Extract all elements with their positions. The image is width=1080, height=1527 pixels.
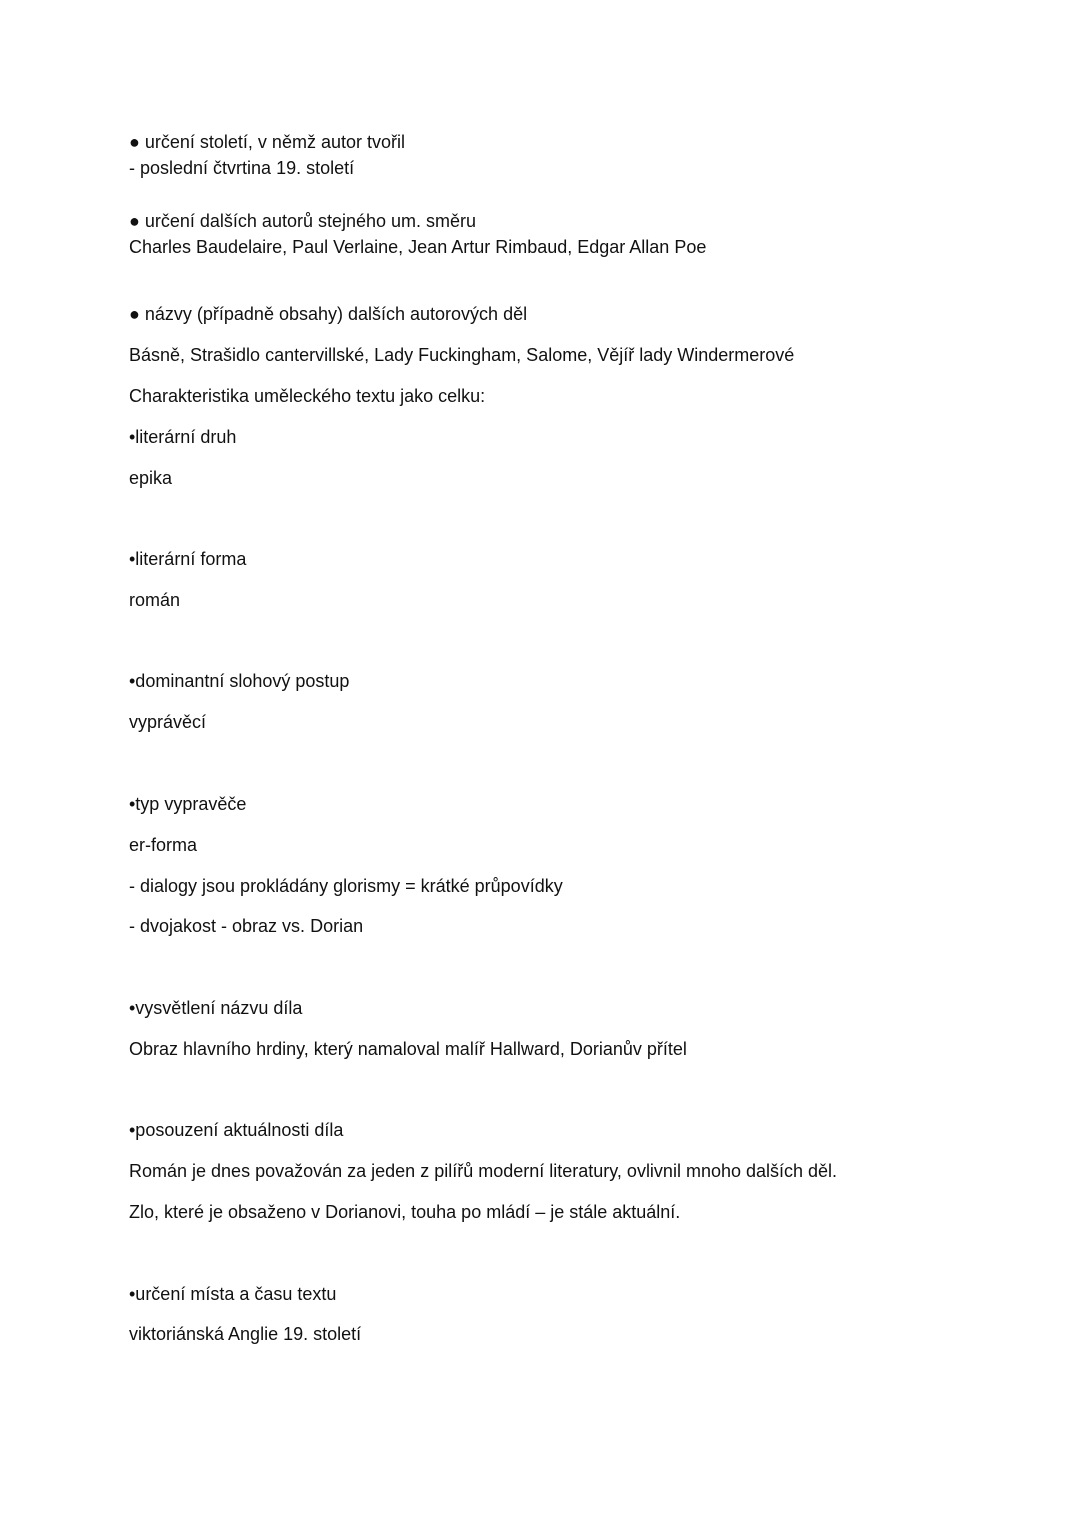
heading-other-authors: ● určení dalších autorů stejného um. směru — [129, 211, 477, 231]
heading-title-explanation: •vysvětlení názvu díla — [129, 998, 303, 1018]
heading-narrator: •typ vypravěče — [129, 794, 247, 814]
answer-literary-form: román — [129, 590, 181, 610]
heading-literary-form: •literární forma — [129, 549, 247, 569]
section-title-characteristics: Charakteristika uměleckého textu jako celku: — [129, 386, 486, 406]
answer-other-works: Básně, Strašidlo cantervillské, Lady Fuckingham, Salome, Vějíř lady Windermerové — [129, 345, 795, 365]
heading-century: ● určení století, v němž autor tvořil — [129, 132, 405, 152]
answer-narrator-note-1: - dialogy jsou prokládány glorismy = krátké průpovídky — [129, 876, 563, 896]
heading-style: •dominantní slohový postup — [129, 671, 350, 691]
answer-relevance-2: Zlo, které je obsaženo v Dorianovi, touha po mládí – je stále aktuální. — [129, 1202, 681, 1222]
answer-style: vyprávěcí — [129, 712, 207, 732]
answer-narrator-note-2: - dvojakost - obraz vs. Dorian — [129, 916, 364, 936]
answer-relevance-1: Román je dnes považován za jeden z pilířů moderní literatury, ovlivnil mnoho dalších děl. — [129, 1161, 838, 1181]
answer-literary-genre: epika — [129, 468, 173, 488]
heading-other-works: ● názvy (případně obsahy) dalších autorových děl — [129, 304, 528, 324]
answer-century: - poslední čtvrtina 19. století — [129, 158, 355, 178]
heading-literary-genre: •literární druh — [129, 427, 237, 447]
heading-place-time: •určení místa a času textu — [129, 1284, 337, 1304]
answer-narrator: er-forma — [129, 835, 198, 855]
heading-relevance: •posouzení aktuálnosti díla — [129, 1120, 344, 1140]
answer-place-time: viktoriánská Anglie 19. století — [129, 1324, 362, 1344]
answer-other-authors: Charles Baudelaire, Paul Verlaine, Jean Artur Rimbaud, Edgar Allan Poe — [129, 237, 707, 257]
answer-title-explanation: Obraz hlavního hrdiny, který namaloval malíř Hallward, Dorianův přítel — [129, 1039, 687, 1059]
